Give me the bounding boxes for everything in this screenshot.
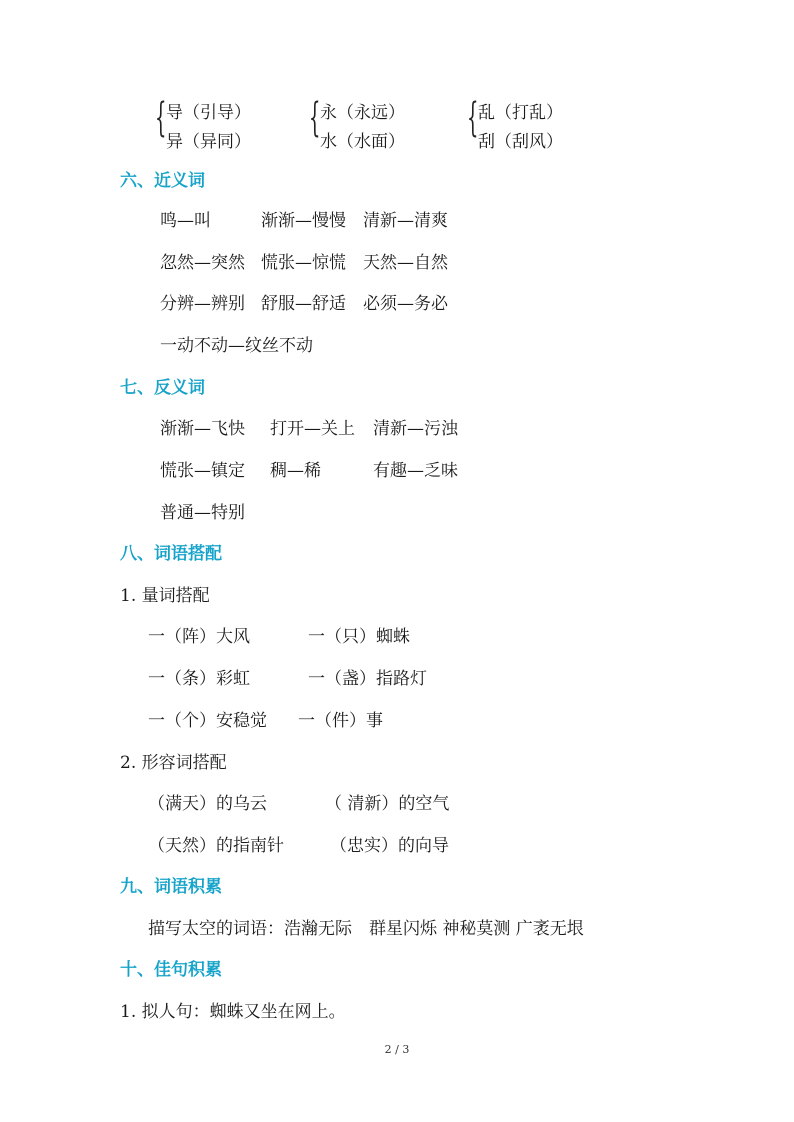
word-pair: 必须—务必 — [363, 294, 448, 314]
measure-word-phrase: 一（件）事 — [298, 711, 383, 731]
word-pair: 普通—特别 — [160, 503, 245, 523]
brace-icon: { — [467, 95, 479, 141]
word-pair: 慌张—惊慌 — [261, 253, 346, 273]
polyphone-reading: 乱（打乱） — [478, 103, 563, 123]
space-words-line: 描写太空的词语：浩瀚无际 群星闪烁 神秘莫测 广袤无垠 — [148, 919, 584, 939]
sentence-example: 1. 拟人句：蜘蛛又坐在网上。 — [120, 1002, 346, 1022]
polyphone-reading: 水（水面） — [320, 132, 405, 152]
adjective-phrase: （满天）的乌云 — [148, 794, 267, 814]
page-number: 2 / 3 — [384, 1043, 410, 1056]
measure-word-phrase: 一（条）彩虹 — [148, 669, 250, 689]
word-pair: 鸣—叫 — [160, 211, 211, 231]
measure-word-phrase: 一（盏）指路灯 — [308, 669, 427, 689]
brace-icon: { — [155, 95, 167, 141]
section-title-collocations: 八、词语搭配 — [120, 544, 222, 564]
measure-word-phrase: 一（个）安稳觉 — [148, 711, 267, 731]
adjective-phrase: （忠实）的向导 — [330, 836, 449, 856]
polyphone-reading: 导（引导） — [166, 103, 251, 123]
polyphone-reading: 刮（刮风） — [478, 132, 563, 152]
subsection-title: 1. 量词搭配 — [120, 586, 210, 606]
word-pair: 忽然—突然 — [160, 253, 245, 273]
word-pair: 打开—关上 — [270, 419, 355, 439]
polyphone-reading: 永（永远） — [320, 103, 405, 123]
word-pair: 清新—污浊 — [373, 419, 458, 439]
word-pair: 一动不动—纹丝不动 — [160, 336, 313, 356]
section-title-antonyms: 七、反义词 — [120, 378, 205, 398]
word-pair: 渐渐—慢慢 — [261, 211, 346, 231]
polyphone-reading: 异（异同） — [166, 132, 251, 152]
measure-word-phrase: 一（阵）大风 — [148, 627, 250, 647]
adjective-phrase: （天然）的指南针 — [148, 836, 284, 856]
word-pair: 稠—稀 — [270, 461, 321, 481]
adjective-phrase: （ 清新）的空气 — [325, 794, 450, 814]
word-pair: 天然—自然 — [363, 253, 448, 273]
word-pair: 分辨—辨别 — [160, 294, 245, 314]
word-pair: 有趣—乏味 — [373, 461, 458, 481]
word-pair: 清新—清爽 — [363, 211, 448, 231]
subsection-title: 2. 形容词搭配 — [120, 753, 227, 773]
section-title-synonyms: 六、近义词 — [120, 171, 205, 191]
measure-word-phrase: 一（只）蜘蛛 — [308, 627, 410, 647]
brace-icon: { — [309, 95, 321, 141]
word-pair: 舒服—舒适 — [261, 294, 346, 314]
section-title-good-sentences: 十、佳句积累 — [120, 960, 222, 980]
word-pair: 渐渐—飞快 — [160, 419, 245, 439]
section-title-word-accumulation: 九、词语积累 — [120, 877, 222, 897]
word-pair: 慌张—镇定 — [160, 461, 245, 481]
